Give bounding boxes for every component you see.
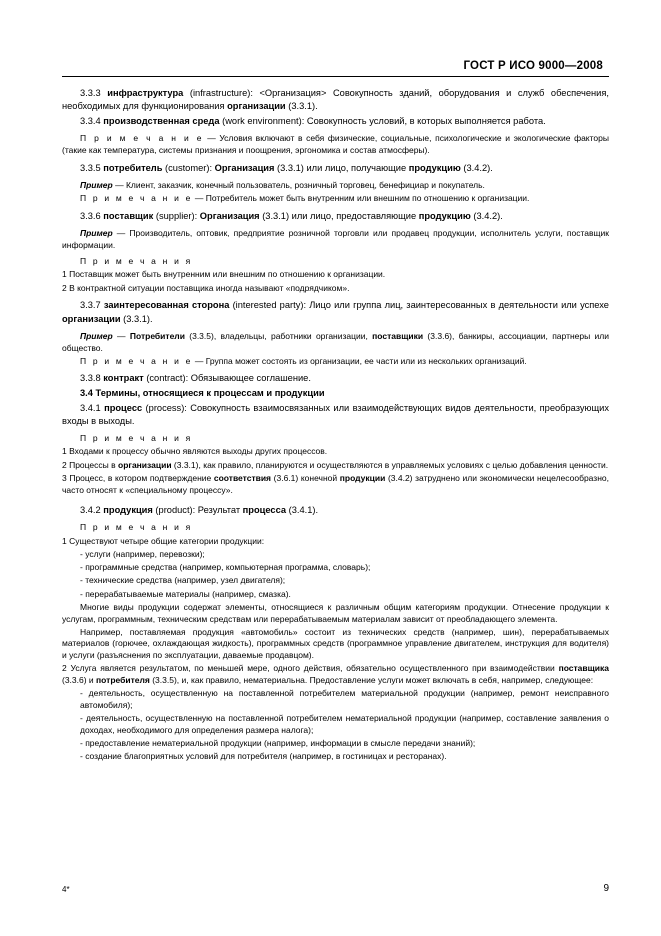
list-item: - технические средства (например, узел двигателя); <box>80 575 286 586</box>
clause-term: процесс <box>104 402 143 413</box>
note-bold-ref: соответствия <box>213 472 272 483</box>
example-bold-ref: поставщики <box>372 330 424 341</box>
example-label: Пример <box>80 227 113 238</box>
clause-term: инфраструктура <box>107 88 184 98</box>
clause-bold-ref: Организация <box>214 162 275 173</box>
clause-number: 3.3.5 <box>80 162 101 173</box>
clause-text: : <box>194 210 200 221</box>
note-3-3-5 <box>62 193 609 205</box>
clause-bold-ref: продукцию <box>408 162 461 173</box>
notes-label: П р и м е ч а н и я <box>80 522 193 533</box>
clause-number: 3.4.1 <box>80 402 101 413</box>
clause-term-en: (product) <box>155 505 193 516</box>
note-text: — Группа может состоять из организации, ее части или из нескольких организаций. <box>192 355 527 366</box>
clause-text: : Совокупность взаимосвязанных или взаимодействующих видов деятельности, преобразующих входы в выходы. <box>62 402 609 426</box>
notes-label-3-4-1 <box>62 433 609 445</box>
clause-text: : Лицо или группа лиц, заинтересованных в деятельности или успехе <box>303 300 609 311</box>
clause-bold-ref: организации <box>62 313 121 324</box>
clause-text: (3.4.2). <box>470 210 503 221</box>
note-paragraph: Например, поставляемая продукция «автомобиль» состоит из технических средств (например, шин), перерабатываемых материалов (горючее, охлаждающая жидкость), программных средств (программное управление двигателем, инструкция для водителя) и услуги (разъяснения по эксплуатации, даваемые продавцом). <box>62 626 609 661</box>
example-text: (3.3.6), банкиры, ассоциации, партнеры или общество. <box>62 330 610 353</box>
example-text: — <box>112 330 130 341</box>
note-label: П р и м е ч а н и е <box>80 355 193 366</box>
clause-text: : <box>209 162 215 173</box>
list-item: - услуги (например, перевозки); <box>80 548 205 559</box>
clause-term: продукция <box>103 505 153 516</box>
clause-text: (3.3.1). <box>120 313 153 324</box>
clause-3-3-5 <box>62 162 609 175</box>
list-item: - создание благоприятных условий для потребителя (например, в гостиницах и ресторанах). <box>80 751 447 762</box>
note-bold-ref: продукции <box>339 472 386 483</box>
example-text: — Производитель, оптовик, предприятие розничной торговли или продавец продукции, исполнитель услуги, поставщик информации. <box>62 227 609 250</box>
clause-term-en: (process) <box>145 402 185 413</box>
example-bold-ref: Потребители <box>129 330 185 341</box>
note-item: 1 Входами к процессу обычно являются выходы других процессов. <box>62 446 328 457</box>
header-divider <box>62 76 609 77</box>
example-3-3-5 <box>62 180 609 192</box>
note-3-3-4 <box>62 133 609 156</box>
clause-term: потребитель <box>103 162 163 173</box>
clause-text: (3.3.1) или лицо, предоставляющие <box>259 210 419 221</box>
clause-term-en: (supplier) <box>155 210 195 221</box>
list-item: - программные средства (например, компьютерная программа, словарь); <box>80 562 371 573</box>
note-text: 3 Процесс, в котором подтверждение <box>62 472 214 483</box>
note-item: 1 Существуют четыре общие категории продукции: <box>62 535 265 546</box>
note-text: 2 Процессы в <box>62 459 119 470</box>
clause-term: контракт <box>103 373 144 384</box>
note-item <box>62 460 609 472</box>
section-number: 3.4 <box>80 388 93 399</box>
note-text: — Условия включают в себя физические, социальные, психологические и экологические факторы (такие как температура, системы признания и поощрения, эргономика и состав атмосферы). <box>62 133 609 155</box>
clause-bold-ref: продукцию <box>418 210 471 221</box>
note-bold-ref: потребителя <box>96 675 150 686</box>
note-paragraph: Многие виды продукции содержат элементы, относящиеся к различным общим категориям продукции. Отнесение продукции к услугам, программным, техническим средствам или перерабатываемым материалам зависит от преобладающего элемента. <box>62 601 609 624</box>
page-header: ГОСТ Р ИСО 9000—2008 <box>463 60 603 72</box>
example-3-3-7 <box>62 331 609 354</box>
clause-bold-ref: Организация <box>199 210 260 221</box>
list-item: - предоставление нематериальной продукции (например, информации в смысле передачи знаний); <box>80 738 476 749</box>
note-bold-ref: организации <box>118 459 172 470</box>
note-bold-ref: поставщика <box>558 663 609 674</box>
note-item <box>62 663 609 686</box>
note-text: (3.3.5), и, как правило, нематериальна. Предоставление услуги может включать в себя, например, следующее: <box>149 675 594 686</box>
clause-3-3-6 <box>62 210 609 223</box>
clause-bold-ref: процесса <box>242 505 287 516</box>
document-body <box>62 87 609 763</box>
clause-3-3-3 <box>62 87 609 113</box>
example-text: — Клиент, заказчик, конечный пользователь, розничный торговец, бенефициар и покупатель. <box>112 179 485 190</box>
clause-term-en: (interested party) <box>232 300 304 311</box>
clause-number: 3.4.2 <box>80 505 101 516</box>
clause-number: 3.3.8 <box>80 373 101 384</box>
note-3-3-7 <box>62 356 609 368</box>
clause-text: : Результат <box>192 505 243 516</box>
clause-number: 3.3.7 <box>80 300 101 311</box>
page-number: 9 <box>603 883 609 894</box>
note-text: (3.4.2) затруднено или экономически нецелесообразно, часто относят к «специальному процессу». <box>62 472 609 495</box>
example-label: Пример <box>80 179 113 190</box>
note-label: П р и м е ч а н и е <box>80 192 193 203</box>
clause-3-4-2 <box>62 504 609 517</box>
example-text: (3.3.5), владельцы, работники организации, <box>184 330 373 341</box>
note-text: 2 Услуга является результатом, по меньшей мере, одного действия, обязательно осуществленного при взаимодействии <box>62 663 559 674</box>
clause-number: 3.3.4 <box>80 115 101 126</box>
list-item: - деятельность, осуществленную на поставленной потребителем материальной продукции (например, ремонт неисправного автомобиля); <box>80 688 609 711</box>
page-footer <box>62 883 609 894</box>
clause-text: (3.4.2). <box>460 162 493 173</box>
clause-3-3-7 <box>62 299 609 325</box>
clause-ref: (3.3.1). <box>285 101 318 112</box>
list-item: - перерабатываемые материалы (например, смазка). <box>80 588 291 599</box>
note-item: 2 В контрактной ситуации поставщика иногда называют «подрядчиком». <box>62 282 350 293</box>
footer-mark: 4* <box>62 885 70 894</box>
note-text: (3.3.1), как правило, планируются и осуществляются в управляемых условиях с целью добавления ценности. <box>171 459 609 470</box>
clause-term: поставщик <box>103 210 154 221</box>
note-text: — Потребитель может быть внутренним или внешним по отношению к организации. <box>192 192 530 203</box>
clause-term-en: (work environment) <box>222 115 302 126</box>
clause-term-en: (infrastructure) <box>189 88 251 98</box>
note-item <box>62 473 609 496</box>
clause-term: производственная среда <box>103 115 220 126</box>
clause-text: : Обязывающее соглашение. <box>185 373 311 384</box>
clause-text: : Совокупность условий, в которых выполняется работа. <box>301 115 546 126</box>
note-label: П р и м е ч а н и е <box>80 133 204 144</box>
clause-term: заинтересованная сторона <box>103 300 230 311</box>
clause-text: (3.3.1) или лицо, получающие <box>274 162 409 173</box>
example-3-3-6 <box>62 228 609 251</box>
clause-3-3-4 <box>62 115 609 128</box>
note-item: 1 Поставщик может быть внутренним или внешним по отношению к организации. <box>62 269 386 280</box>
list-item: - деятельность, осуществленную на поставленной потребителем нематериальной продукции (например, составление заявления о доходах, необходимого для определения размера налога); <box>80 713 609 735</box>
clause-ref-term: организации <box>227 101 286 112</box>
notes-label: П р и м е ч а н и я <box>80 256 193 267</box>
clause-term-en: (customer) <box>165 162 210 173</box>
clause-3-4-1 <box>62 402 609 428</box>
clause-text: : <Организация> Совокупность зданий, оборудования и служб обеспечения, необходимых для функционирования <box>62 88 609 112</box>
clause-number: 3.3.6 <box>80 210 101 221</box>
example-label: Пример <box>80 330 113 341</box>
clause-number: 3.3.3 <box>80 88 101 98</box>
notes-label-3-3-6 <box>62 256 609 268</box>
clause-text: (3.4.1). <box>286 505 319 516</box>
section-title: Термины, относящиеся к процессам и продукции <box>95 388 325 399</box>
notes-label: П р и м е ч а н и я <box>80 433 193 444</box>
section-heading-3-4 <box>62 387 609 400</box>
note-text: (3.6.1) конечной <box>271 472 340 483</box>
note-text: (3.3.6) и <box>62 675 97 686</box>
clause-3-3-8 <box>62 372 609 385</box>
notes-label-3-4-2 <box>62 522 609 534</box>
clause-term-en: (contract) <box>146 373 186 384</box>
